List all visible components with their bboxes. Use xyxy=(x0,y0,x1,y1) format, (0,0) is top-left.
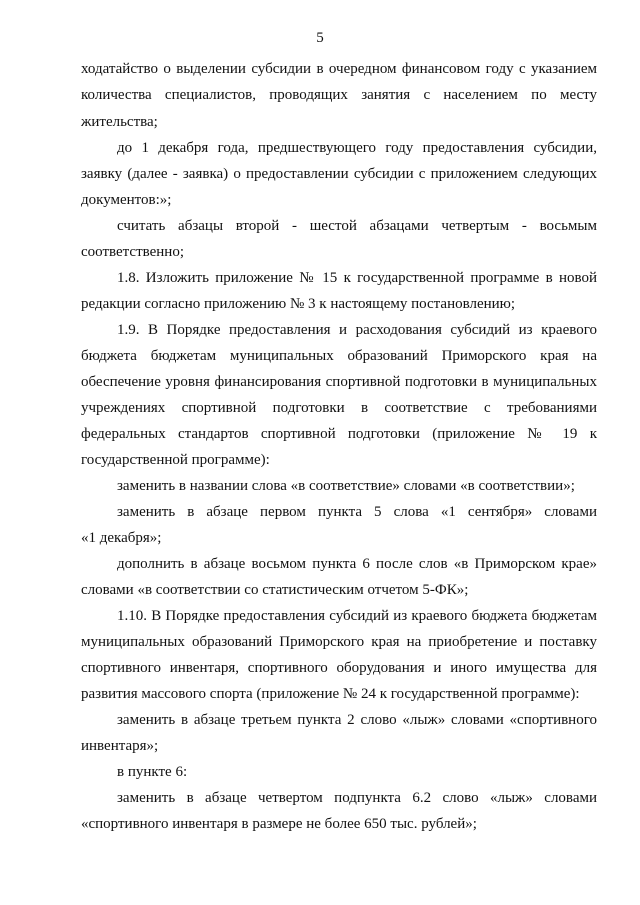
text-line: жительства; xyxy=(81,114,158,130)
text-line: ходатайство о выделении субсидии в очередном финансовом году с указанием xyxy=(81,61,597,77)
text-line: заявку (далее - заявка) о предоставлении субсидии с приложением следующих xyxy=(81,166,597,182)
page-number: 5 xyxy=(316,30,324,46)
text-line: заменить в абзаце третьем пункта 2 слово «лыж» словами «спортивного xyxy=(117,712,597,728)
text-line: 1.10. В Порядке предоставления субсидий из краевого бюджета бюджетам xyxy=(117,608,597,624)
text-line: обеспечение уровня финансирования спортивной подготовки в муниципальных xyxy=(81,374,597,390)
text-line: «спортивного инвентаря в размере не более 650 тыс. рублей»; xyxy=(81,816,477,832)
text-line: в пункте 6: xyxy=(117,764,188,780)
text-line: 1.9. В Порядке предоставления и расходования субсидий из краевого xyxy=(117,322,597,338)
text-line: муниципальных образований Приморского края на приобретение и поставку xyxy=(81,634,597,650)
text-line: заменить в названии слова «в соответствие» словами «в соответствии»; xyxy=(117,478,575,494)
text-line: 1.8. Изложить приложение № 15 к государственной программе в новой xyxy=(117,270,597,286)
text-line: инвентаря»; xyxy=(81,738,159,754)
text-line: бюджета бюджетам муниципальных образований Приморского края на xyxy=(81,348,597,364)
text-line: заменить в абзаце четвертом подпункта 6.2 слово «лыж» словами xyxy=(117,790,597,806)
text-line: заменить в абзаце первом пункта 5 слова «1 сентября» словами xyxy=(117,504,597,520)
text-line: дополнить в абзаце восьмом пункта 6 после слов «в Приморском крае» xyxy=(117,556,597,572)
text-line: словами «в соответствии со статистическим отчетом 5-ФК»; xyxy=(81,582,469,598)
text-line: документов:»; xyxy=(81,192,172,208)
text-line: спортивного инвентаря, спортивного оборудования и иного имущества для xyxy=(81,660,597,676)
text-line: «1 декабря»; xyxy=(81,530,162,546)
text-line: до 1 декабря года, предшествующего году предоставления субсидии, xyxy=(117,140,597,156)
text-line: государственной программе): xyxy=(81,452,270,468)
text-line: редакции согласно приложению № 3 к настоящему постановлению; xyxy=(81,296,516,312)
text-line: федеральных стандартов спортивной подготовки (приложение № 19 к xyxy=(81,426,597,442)
text-line: количества специалистов, проводящих занятия с населением по месту xyxy=(81,87,597,103)
text-line: считать абзацы второй - шестой абзацами четвертым - восьмым xyxy=(117,218,597,234)
text-line: развития массового спорта (приложение № 24 к государственной программе): xyxy=(81,686,580,702)
text-line: учреждениях спортивной подготовки в соответствие с требованиями xyxy=(81,400,597,416)
text-line: соответственно; xyxy=(81,244,184,260)
